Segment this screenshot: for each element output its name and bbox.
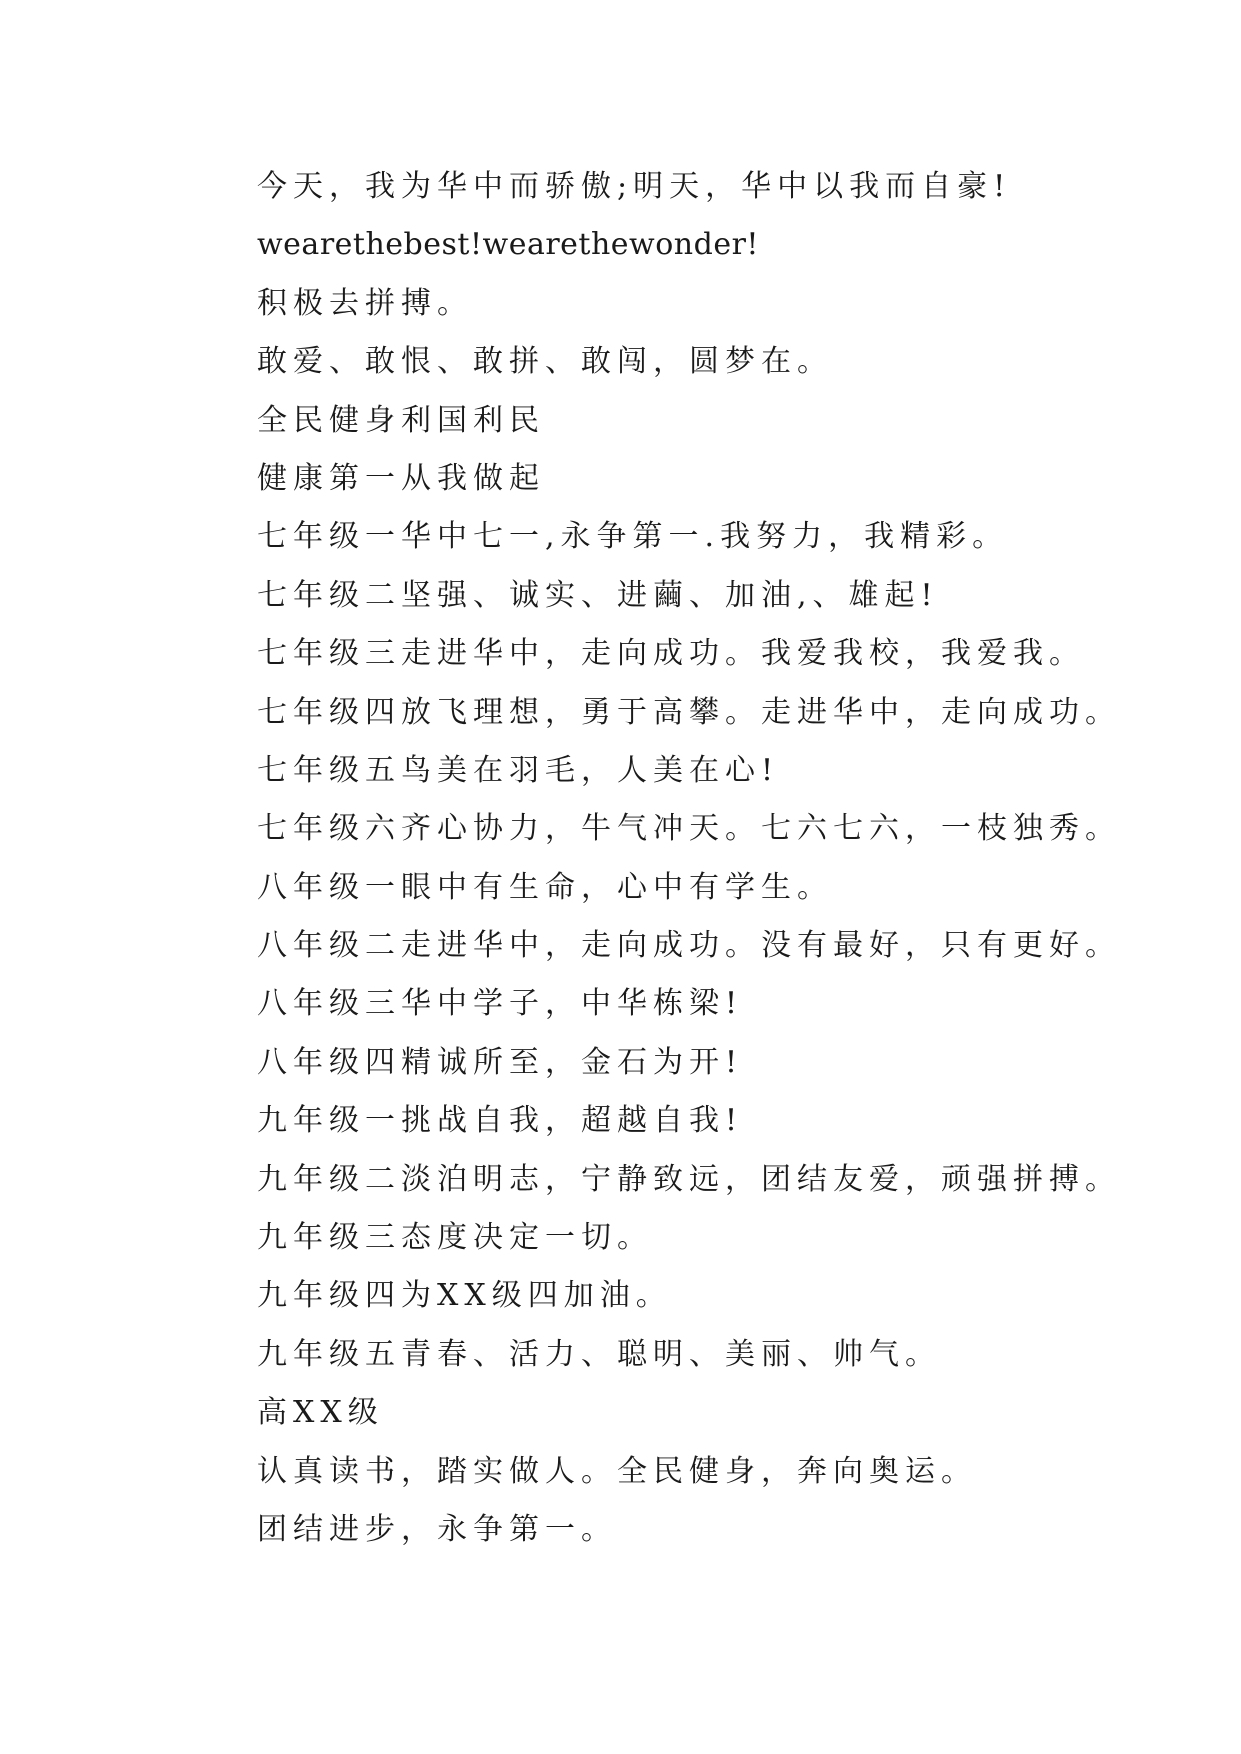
text-line: 今天，我为华中而骄傲;明天，华中以我而自豪! [257,169,1012,204]
text-line: 七年级一华中七一,永争第一.我努力，我精彩。 [257,519,1009,555]
text-line: 九年级一挑战自我，超越自我! [257,1103,744,1139]
text-line: 八年级三华中学子，中华栋梁! [257,986,744,1022]
text-line: 积极去拼搏。 [257,285,473,321]
text-line: 七年级五鸟美在羽毛，人美在心! [257,752,780,788]
text-line: 七年级四放飞理想，勇于高攀。走进华中，走向成功。 [257,694,1121,730]
text-line: 九年级四为XX级四加油。 [257,1278,672,1314]
text-line: 认真读书，踏实做人。全民健身，奔向奥运。 [257,1453,977,1489]
text-line: 七年级二坚强、诚实、进繭、加油,、雄起! [257,577,939,613]
text-line: wearethebest!wearethewonder! [257,227,759,263]
text-line: 敢爱、敢恨、敢拼、敢闯，圆梦在。 [257,344,833,380]
text-line: 健康第一从我做起 [257,460,545,496]
text-line: 高XX级 [257,1395,384,1431]
text-line: 八年级四精诚所至，金石为开! [257,1044,744,1080]
text-line: 团结进步，永争第一。 [257,1511,617,1547]
text-line: 九年级二淡泊明志，宁静致远，团结友爱，顽强拼搏。 [257,1161,1121,1197]
text-line: 全民健身利国利民 [257,402,545,438]
text-line: 七年级六齐心协力，牛气冲天。七六七六，一枝独秀。 [257,811,1121,847]
document-body [257,158,1157,1559]
text-line: 七年级三走进华中，走向成功。我爱我校，我爱我。 [257,636,1085,672]
text-line: 八年级一眼中有生命，心中有学生。 [257,869,833,905]
text-line: 九年级三态度决定一切。 [257,1220,653,1256]
text-line: 八年级二走进华中，走向成功。没有最好，只有更好。 [257,928,1121,964]
text-line: 九年级五青春、活力、聪明、美丽、帅气。 [257,1336,941,1372]
